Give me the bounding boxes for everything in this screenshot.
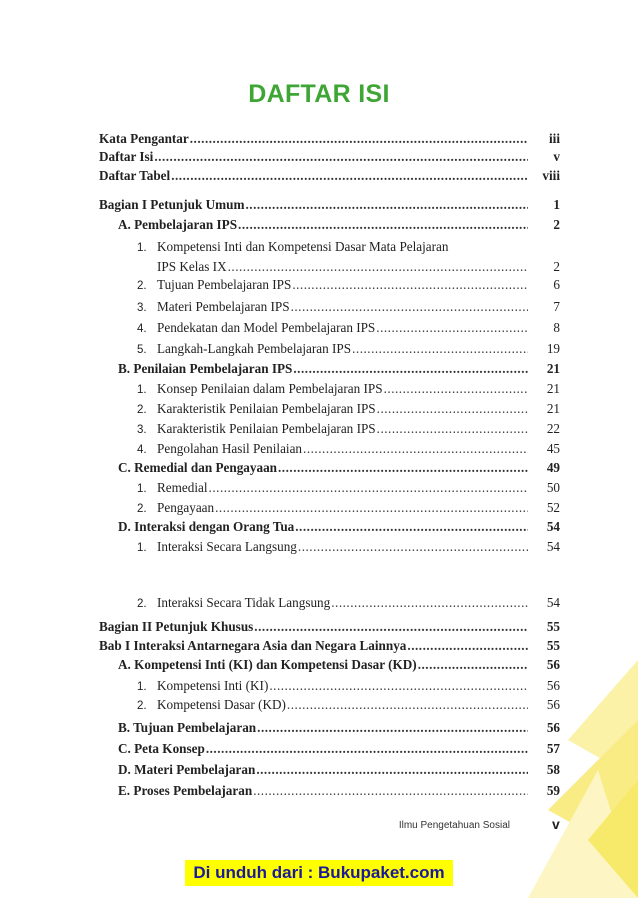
toc-entry-label bbox=[99, 618, 253, 636]
toc-entry-label bbox=[118, 719, 256, 737]
toc-leader-dots bbox=[215, 499, 528, 517]
toc-entry[interactable] bbox=[99, 167, 560, 185]
toc-page-number: 59 bbox=[546, 783, 560, 798]
toc-entry[interactable] bbox=[118, 782, 560, 800]
toc-entry-label bbox=[137, 298, 290, 317]
toc-leader-dots bbox=[293, 360, 528, 378]
toc-entry[interactable] bbox=[137, 696, 560, 714]
toc-entry[interactable] bbox=[137, 340, 560, 358]
toc-entry-text: D. Interaksi dengan Orang Tua bbox=[118, 519, 295, 534]
toc-entry-text: Pengolahan Hasil Penilaian bbox=[157, 441, 303, 456]
toc-entry[interactable] bbox=[137, 319, 560, 337]
toc-entry[interactable] bbox=[99, 148, 560, 166]
toc-entry-label bbox=[99, 167, 170, 185]
toc-leader-dots bbox=[384, 380, 528, 398]
toc-entry-label bbox=[137, 479, 208, 498]
toc-entry-text: Interaksi Secara Langsung bbox=[157, 539, 297, 554]
toc-entry[interactable] bbox=[118, 656, 560, 674]
toc-entry-text: IPS Kelas IX bbox=[157, 259, 227, 274]
toc-leader-dots bbox=[377, 420, 528, 438]
toc-page-number: 45 bbox=[546, 441, 560, 456]
toc-entry-text: Interaksi Secara Tidak Langsung bbox=[157, 595, 331, 610]
toc-entry-number: 2. bbox=[137, 700, 147, 712]
toc-entry[interactable] bbox=[137, 298, 560, 316]
toc-leader-dots bbox=[303, 440, 528, 458]
toc-page-number: 54 bbox=[546, 539, 560, 554]
toc-entry[interactable] bbox=[118, 719, 560, 737]
toc-leader-dots bbox=[171, 167, 528, 185]
toc-entry-label bbox=[137, 696, 286, 715]
toc-entry-label bbox=[137, 319, 375, 338]
toc-entry-text: E. Proses Pembelajaran bbox=[118, 783, 253, 798]
toc-entry-text: Karakteristik Penilaian Pembelajaran IPS bbox=[157, 421, 376, 436]
toc-page-number: 55 bbox=[546, 619, 560, 634]
toc-entry-text: C. Peta Konsep bbox=[118, 741, 205, 756]
download-link[interactable]: Di unduh dari : Bukupaket.com bbox=[185, 860, 452, 886]
toc-entry-text: Langkah-Langkah Pembelajaran IPS bbox=[157, 341, 352, 356]
toc-entry-text: Materi Pembelajaran IPS bbox=[157, 299, 290, 314]
toc-page-number: 49 bbox=[546, 460, 560, 475]
toc-entry-label bbox=[118, 761, 255, 779]
toc-leader-dots bbox=[298, 538, 528, 556]
toc-entry[interactable] bbox=[99, 637, 560, 655]
toc-leader-dots bbox=[287, 696, 528, 714]
toc-leader-dots bbox=[254, 618, 528, 636]
toc-page-number: 21 bbox=[546, 361, 560, 376]
toc-entry-label bbox=[137, 276, 291, 295]
toc-entry[interactable] bbox=[99, 130, 560, 148]
download-banner bbox=[0, 860, 638, 886]
toc-leader-dots bbox=[331, 594, 528, 612]
toc-leader-dots bbox=[245, 196, 528, 214]
toc-page-number: 2 bbox=[553, 217, 560, 232]
toc-leader-dots bbox=[278, 459, 528, 477]
toc-leader-dots bbox=[206, 740, 528, 758]
toc-page-number: 56 bbox=[546, 678, 560, 693]
toc-entry-number: 4. bbox=[137, 323, 147, 335]
toc-leader-dots bbox=[377, 400, 528, 418]
toc-entry-number: 3. bbox=[137, 302, 147, 314]
toc-leader-dots bbox=[418, 656, 528, 674]
toc-entry-label bbox=[99, 637, 406, 655]
toc-page-number: viii bbox=[542, 168, 560, 183]
toc-page-number: 6 bbox=[553, 277, 560, 292]
toc-page-number: 21 bbox=[546, 401, 560, 416]
toc-entry-label bbox=[137, 594, 330, 613]
toc-entry[interactable] bbox=[137, 420, 560, 438]
toc-entry-label bbox=[137, 538, 297, 557]
toc-page-number: 8 bbox=[553, 320, 560, 335]
toc-entry[interactable] bbox=[118, 740, 560, 758]
toc-entry-text: D. Materi Pembelajaran bbox=[118, 762, 256, 777]
toc-entry-text: B. Penilaian Pembelajaran IPS bbox=[118, 361, 293, 376]
toc-leader-dots bbox=[238, 216, 528, 234]
toc-leader-dots bbox=[209, 479, 528, 497]
toc-leader-dots bbox=[292, 276, 528, 294]
toc-entry-text: Karakteristik Penilaian Pembelajaran IPS bbox=[157, 401, 376, 416]
toc-page-number: 2 bbox=[553, 259, 560, 274]
toc-entry-number: 2. bbox=[137, 404, 147, 416]
toc-entry-number: 1. bbox=[137, 681, 147, 693]
toc-entry-number: 1. bbox=[137, 542, 147, 554]
toc-page-number: 22 bbox=[546, 421, 560, 436]
toc-entry-label bbox=[118, 216, 237, 234]
toc-entry[interactable] bbox=[118, 459, 560, 477]
toc-entry[interactable] bbox=[118, 216, 560, 234]
toc-entry-number: 1. bbox=[137, 483, 147, 495]
toc-entry-text: Remedial bbox=[157, 480, 208, 495]
toc-page-number: 1 bbox=[553, 197, 560, 212]
toc-page-number: 58 bbox=[546, 762, 560, 777]
toc-entry-label bbox=[99, 196, 244, 214]
toc-page-number: 7 bbox=[553, 299, 560, 314]
toc-entry-label bbox=[99, 148, 153, 166]
toc-leader-dots bbox=[228, 258, 528, 276]
toc-page-number: 54 bbox=[546, 519, 560, 534]
toc-entry-number: 4. bbox=[137, 444, 147, 456]
toc-page-number: iii bbox=[549, 131, 560, 146]
toc-entry[interactable] bbox=[137, 538, 560, 556]
toc-entry[interactable] bbox=[137, 677, 560, 695]
toc-entry-label bbox=[137, 258, 227, 276]
toc-entry-text: Tujuan Pembelajaran IPS bbox=[157, 277, 292, 292]
toc-leader-dots bbox=[352, 340, 528, 358]
toc-entry[interactable] bbox=[137, 400, 560, 418]
toc-entry-number: 2. bbox=[137, 503, 147, 515]
toc-entry-text: A. Pembelajaran IPS bbox=[118, 217, 238, 232]
toc-entry-text: Kata Pengantar bbox=[99, 131, 189, 146]
toc-entry-label bbox=[118, 360, 292, 378]
toc-entry-text: Kompetensi Inti dan Kompetensi Dasar Mata Pelajaran bbox=[157, 239, 449, 254]
toc-entry-text: Bab I Interaksi Antarnegara Asia dan Negara Lainnya bbox=[99, 638, 407, 653]
toc-leader-dots bbox=[253, 782, 528, 800]
toc-entry-text: Pendekatan dan Model Pembelajaran IPS bbox=[157, 320, 376, 335]
toc-leader-dots bbox=[154, 148, 528, 166]
toc-entry[interactable] bbox=[118, 360, 560, 378]
toc-page-number: 56 bbox=[546, 697, 560, 712]
toc-entry-number: 1. bbox=[137, 242, 147, 254]
toc-entry[interactable] bbox=[99, 196, 560, 214]
toc-entry-label bbox=[118, 782, 252, 800]
toc-entry-text: Kompetensi Dasar (KD) bbox=[157, 697, 286, 712]
toc-page-number: v bbox=[553, 149, 560, 164]
toc-entry[interactable] bbox=[137, 440, 560, 458]
toc-entry-label bbox=[118, 459, 277, 477]
toc-entry-text: A. Kompetensi Inti (KI) dan Kompetensi Dasar (KD) bbox=[118, 657, 417, 672]
toc-leader-dots bbox=[376, 319, 528, 337]
footer-book-title: Ilmu Pengetahuan Sosial bbox=[398, 820, 510, 831]
toc-page-number: 54 bbox=[546, 595, 560, 610]
page-title: DAFTAR ISI bbox=[248, 80, 390, 108]
toc-entry[interactable] bbox=[137, 479, 560, 497]
toc-entry[interactable] bbox=[137, 276, 560, 294]
toc-entry-label bbox=[118, 740, 205, 758]
toc-entry-text: Daftar Tabel bbox=[99, 168, 171, 183]
toc-entry-label bbox=[118, 518, 294, 536]
toc-page-number: 56 bbox=[546, 657, 560, 672]
toc-entry-label bbox=[137, 380, 383, 399]
toc-entry-label bbox=[99, 130, 189, 148]
toc-entry[interactable] bbox=[137, 594, 560, 612]
toc-entry-number: 3. bbox=[137, 424, 147, 436]
toc-entry-label bbox=[118, 656, 417, 674]
toc-leader-dots bbox=[291, 298, 528, 316]
toc-entry-label bbox=[137, 440, 302, 459]
toc-entry-first-line bbox=[137, 238, 449, 257]
toc-entry-label bbox=[137, 400, 376, 419]
toc-entry[interactable] bbox=[99, 618, 560, 636]
toc-leader-dots bbox=[295, 518, 528, 536]
footer-page-number: v bbox=[552, 816, 560, 832]
toc-entry-label bbox=[137, 420, 376, 439]
toc-entry-text: Bagian II Petunjuk Khusus bbox=[99, 619, 254, 634]
toc-entry[interactable] bbox=[118, 761, 560, 779]
toc-entry-text: C. Remedial dan Pengayaan bbox=[118, 460, 277, 475]
toc-entry-text: Kompetensi Inti (KI) bbox=[157, 678, 269, 693]
toc-entry-text: Pengayaan bbox=[157, 500, 215, 515]
toc-entry-text: Daftar Isi bbox=[99, 149, 154, 164]
toc-entry-label bbox=[137, 340, 351, 359]
toc-leader-dots bbox=[407, 637, 528, 655]
toc-entry[interactable] bbox=[137, 499, 560, 517]
toc-entry[interactable] bbox=[137, 258, 560, 276]
toc-leader-dots bbox=[190, 130, 528, 148]
toc-entry[interactable] bbox=[137, 380, 560, 398]
toc-entry-label bbox=[137, 499, 214, 518]
toc-entry-text: B. Tujuan Pembelajaran bbox=[118, 720, 257, 735]
toc-entry-number: 2. bbox=[137, 280, 147, 292]
toc-page-number: 19 bbox=[546, 341, 560, 356]
toc-entry-number: 5. bbox=[137, 344, 147, 356]
toc-entry-label bbox=[137, 677, 268, 696]
toc-entry-text: Konsep Penilaian dalam Pembelajaran IPS bbox=[157, 381, 383, 396]
toc-entry-number: 1. bbox=[137, 384, 147, 396]
toc-page-number: 56 bbox=[546, 720, 560, 735]
toc-entry-number: 2. bbox=[137, 598, 147, 610]
toc-page-number: 55 bbox=[546, 638, 560, 653]
toc-page-number: 50 bbox=[546, 480, 560, 495]
toc-entry[interactable] bbox=[118, 518, 560, 536]
toc-page-number: 21 bbox=[546, 381, 560, 396]
toc-leader-dots bbox=[269, 677, 528, 695]
toc-leader-dots bbox=[256, 761, 528, 779]
toc-page-number: 57 bbox=[546, 741, 560, 756]
toc-entry-text: Bagian I Petunjuk Umum bbox=[99, 197, 245, 212]
toc-page-number: 52 bbox=[546, 500, 560, 515]
toc-leader-dots bbox=[257, 719, 528, 737]
